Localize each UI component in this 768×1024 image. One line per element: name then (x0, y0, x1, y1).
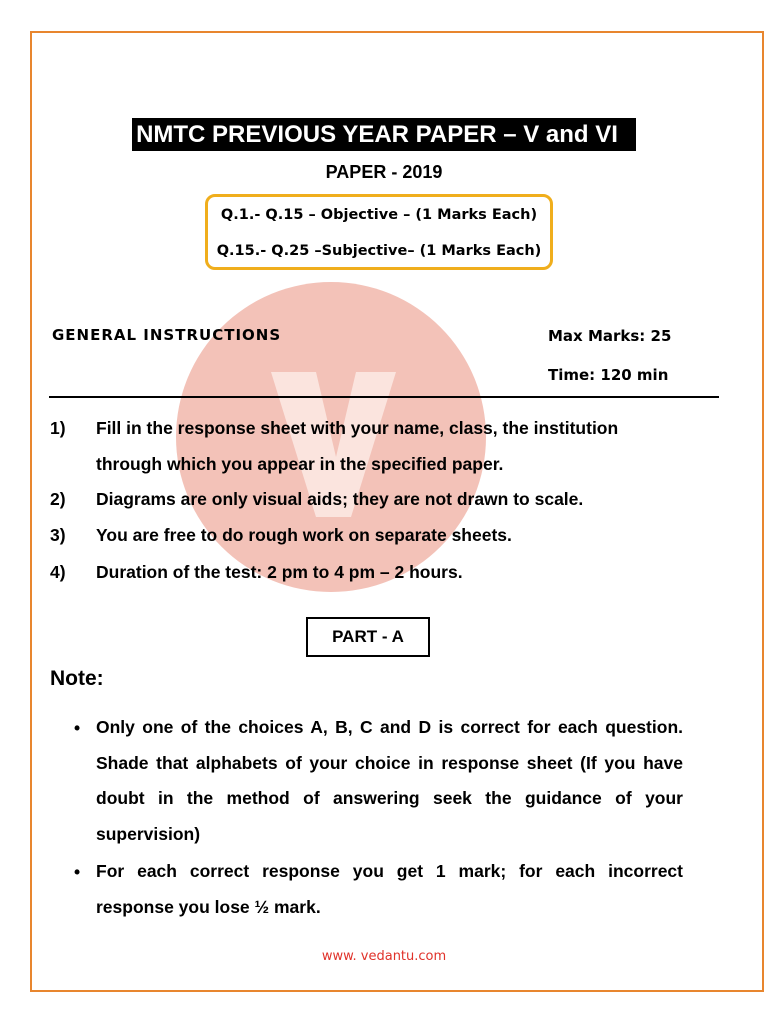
objective-info: Q.1.- Q.15 – Objective – (1 Marks Each) (220, 207, 538, 223)
general-instructions-heading: GENERAL INSTRUCTIONS (52, 326, 282, 344)
instruction-number: 4) (50, 562, 66, 582)
instruction-text: Fill in the response sheet with your name, class, the institution (96, 418, 619, 438)
part-a-label: PART - A (306, 617, 430, 657)
note-heading: Note: (50, 667, 104, 690)
divider (49, 396, 719, 398)
max-marks: Max Marks: 25 (548, 327, 672, 345)
footer-link[interactable]: www. vedantu.com (321, 949, 447, 964)
paper-title: NMTC PREVIOUS YEAR PAPER – V and VI (132, 118, 636, 151)
bullet-icon: • (74, 718, 81, 738)
subjective-info: Q.15.- Q.25 –Subjective– (1 Marks Each) (216, 243, 542, 259)
bullet-icon: • (74, 862, 81, 882)
time-limit: Time: 120 min (548, 366, 669, 384)
note-bullet-text: For each correct response you get 1 mark; for each incorrect response you lose ½ mark. (96, 861, 683, 917)
instruction-text: Diagrams are only visual aids; they are not drawn to scale. (96, 489, 584, 509)
question-info-box (205, 194, 553, 270)
note-bullet-text: Only one of the choices A, B, C and D is correct for each question. Shade that alphabets of your choice in response sheet (If you have doubt in the method of answering seek the guidance of your supervision) (96, 717, 683, 844)
paper-year: PAPER - 2019 (325, 162, 443, 182)
instruction-number: 2) (50, 489, 66, 509)
instruction-text: You are free to do rough work on separate sheets. (96, 525, 512, 545)
instruction-text: Duration of the test: 2 pm to 4 pm – 2 hours. (96, 562, 463, 582)
instruction-number: 1) (50, 418, 66, 438)
instruction-number: 3) (50, 525, 66, 545)
instruction-text: through which you appear in the specified paper. (96, 454, 504, 474)
